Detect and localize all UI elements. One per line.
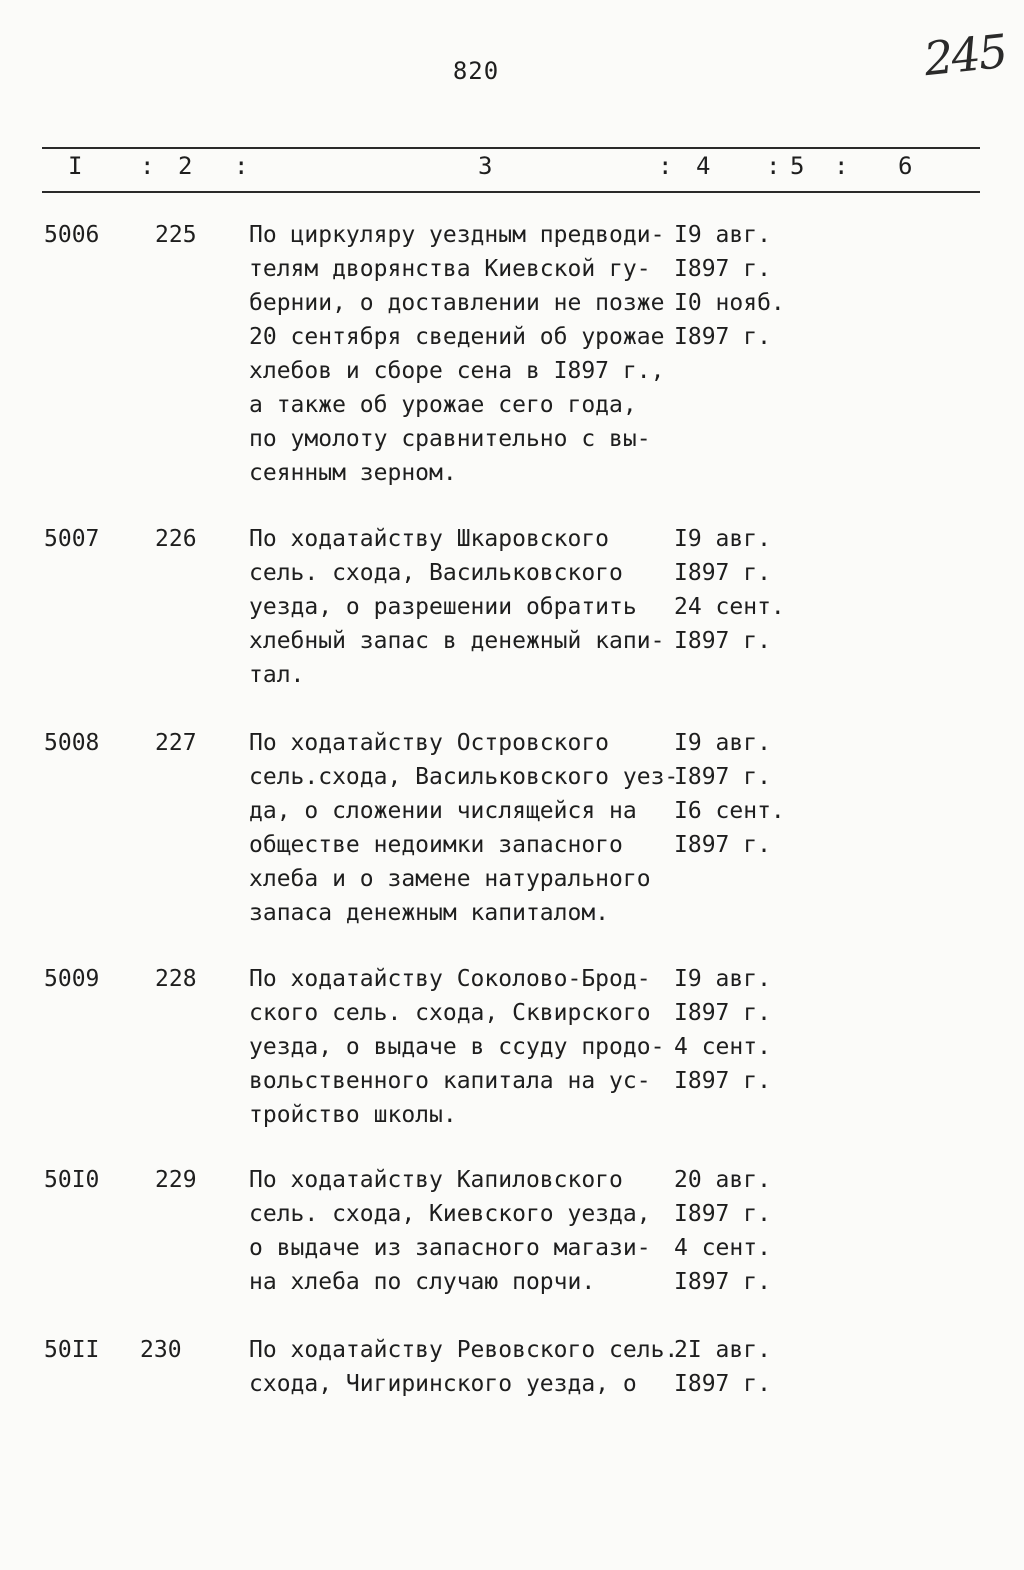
page-number: 820: [452, 57, 500, 85]
record-number: 50II: [44, 1337, 100, 1363]
record-dates: [674, 218, 824, 354]
record-subnumber: 225: [155, 222, 197, 248]
header-col-1: I: [68, 152, 83, 180]
description-line: По ходатайству Островского: [249, 730, 610, 756]
sheet-number-handwritten: 245: [921, 23, 1009, 87]
record-description: [249, 962, 669, 1132]
date-line: I897 г.: [674, 1068, 771, 1094]
date-line: I9 авг.: [674, 730, 771, 756]
header-bottom-rule: [42, 191, 980, 193]
description-line: сеянным зерном.: [249, 460, 457, 486]
record-subnumber: 227: [155, 730, 197, 756]
record-dates: [674, 522, 824, 658]
description-line: По ходатайству Шкаровского: [249, 526, 610, 552]
description-line: сель.схода, Васильковского уез-: [249, 764, 679, 790]
date-line: I897 г.: [674, 560, 771, 586]
description-line: на хлеба по случаю порчи.: [249, 1269, 596, 1295]
description-line: хлебов и сборе сена в I897 г.,: [249, 358, 665, 384]
description-line: хлебный запас в денежный капи-: [249, 628, 665, 654]
record-description: [249, 726, 679, 930]
description-line: 20 сентября сведений об урожае: [249, 324, 665, 350]
description-line: уезда, о разрешении обратить: [249, 594, 637, 620]
date-line: I897 г.: [674, 324, 771, 350]
date-line: I897 г.: [674, 1000, 771, 1026]
description-line: тал.: [249, 662, 305, 688]
description-line: запаса денежным капиталом.: [249, 900, 610, 926]
date-line: I6 сент.: [674, 798, 785, 824]
description-line: а также об урожае сего года,: [249, 392, 637, 418]
date-line: 24 сент.: [674, 594, 785, 620]
description-line: бернии, о доставлении не позже: [249, 290, 665, 316]
record-subnumber: 228: [155, 966, 197, 992]
date-line: I897 г.: [674, 1269, 771, 1295]
date-line: I897 г.: [674, 628, 771, 654]
date-line: I897 г.: [674, 832, 771, 858]
record-dates: [674, 726, 824, 862]
date-line: 4 сент.: [674, 1235, 771, 1261]
date-line: I9 авг.: [674, 966, 771, 992]
date-line: 2I авг.: [674, 1337, 771, 1363]
description-line: По ходатайству Капиловского: [249, 1167, 623, 1193]
header-sep-3: :: [658, 152, 673, 180]
header-top-rule: [42, 147, 980, 149]
date-line: I897 г.: [674, 1201, 771, 1227]
description-line: тройство школы.: [249, 1102, 457, 1128]
header-sep-4: :: [766, 152, 781, 180]
date-line: 20 авг.: [674, 1167, 771, 1193]
description-line: телям дворянства Киевской гу-: [249, 256, 651, 282]
date-line: I897 г.: [674, 1371, 771, 1397]
record-number: 5007: [44, 526, 100, 552]
record-description: [249, 522, 669, 692]
date-line: I0 нояб.: [674, 290, 785, 316]
record-subnumber: 230: [140, 1337, 182, 1363]
record-description: [249, 1333, 679, 1401]
record-number: 50I0: [44, 1167, 100, 1193]
description-line: схода, Чигиринского уезда, о: [249, 1371, 637, 1397]
description-line: уезда, о выдаче в ссуду продо-: [249, 1034, 665, 1060]
record-description: [249, 1163, 669, 1299]
description-line: ского сель. схода, Сквирского: [249, 1000, 651, 1026]
description-line: вольственного капитала на ус-: [249, 1068, 651, 1094]
header-sep-1: :: [140, 152, 155, 180]
date-line: 4 сент.: [674, 1034, 771, 1060]
record-number: 5006: [44, 222, 100, 248]
header-sep-2: :: [234, 152, 249, 180]
description-line: сель. схода, Васильковского: [249, 560, 623, 586]
date-line: I897 г.: [674, 764, 771, 790]
record-dates: [674, 962, 824, 1098]
description-line: да, о сложении числящейся на: [249, 798, 637, 824]
date-line: I9 авг.: [674, 526, 771, 552]
description-line: хлеба и о замене натурального: [249, 866, 651, 892]
header-col-3: 3: [478, 152, 493, 180]
header-col-5: 5: [790, 152, 805, 180]
description-line: По ходатайству Ревовского сель.: [249, 1337, 679, 1363]
date-line: I9 авг.: [674, 222, 771, 248]
description-line: сель. схода, Киевского уезда,: [249, 1201, 651, 1227]
record-dates: [674, 1163, 824, 1299]
record-subnumber: 226: [155, 526, 197, 552]
description-line: обществе недоимки запасного: [249, 832, 623, 858]
header-sep-5: :: [834, 152, 849, 180]
record-number: 5008: [44, 730, 100, 756]
header-col-6: 6: [898, 152, 913, 180]
header-row: [0, 152, 1024, 188]
date-line: I897 г.: [674, 256, 771, 282]
header-col-2: 2: [178, 152, 193, 180]
description-line: По ходатайству Соколово-Брод-: [249, 966, 651, 992]
description-line: По циркуляру уездным предводи-: [249, 222, 665, 248]
record-description: [249, 218, 669, 490]
header-col-4: 4: [696, 152, 711, 180]
description-line: по умолоту сравнительно с вы-: [249, 426, 651, 452]
record-dates: [674, 1333, 824, 1401]
description-line: о выдаче из запасного магази-: [249, 1235, 651, 1261]
record-subnumber: 229: [155, 1167, 197, 1193]
record-number: 5009: [44, 966, 100, 992]
